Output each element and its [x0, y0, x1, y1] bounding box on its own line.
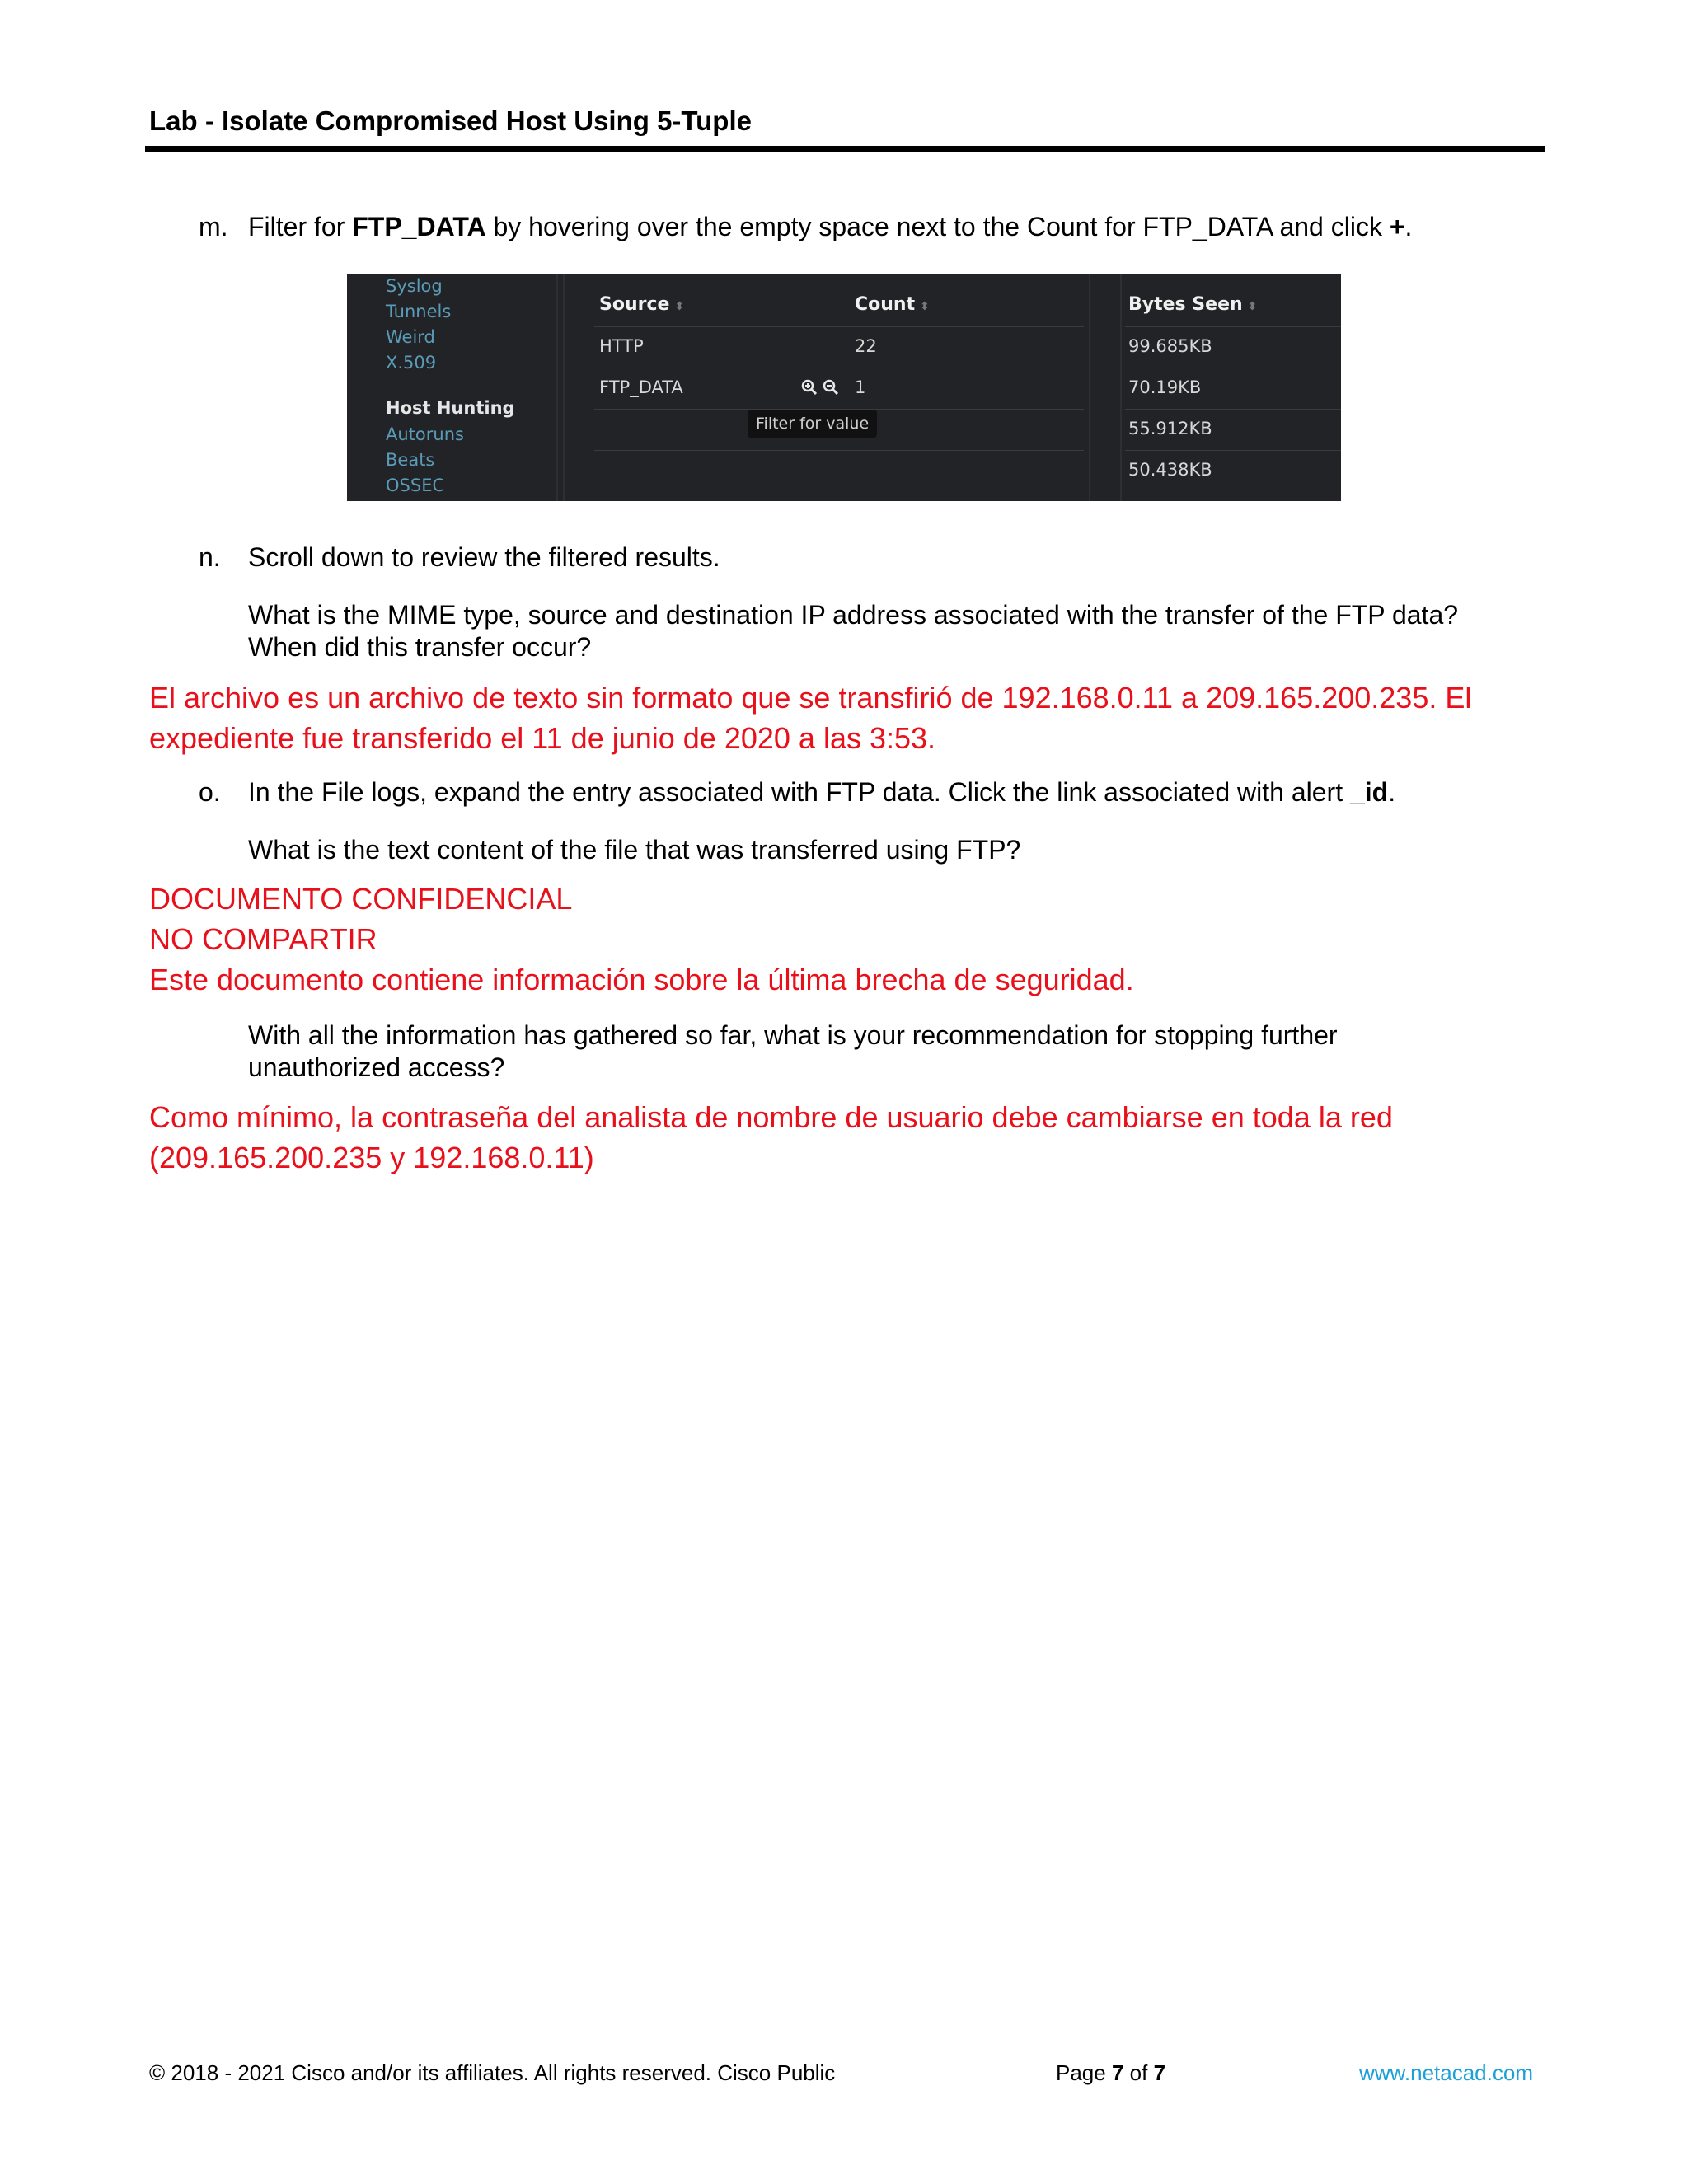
- answer-line: (209.165.200.235 y 192.168.0.11): [149, 1141, 594, 1174]
- step-text-part: .: [1404, 212, 1413, 241]
- step-text-part: In the File logs, expand the entry associated with FTP data. Click the link associated with alert: [248, 777, 1350, 807]
- answer-line: El archivo es un archivo de texto sin formato que se transfirió de 192.168.0.11 a 209.165.200.235. El: [149, 681, 1472, 715]
- nav-heading-host-hunting: Host Hunting: [386, 398, 515, 418]
- kibana-screenshot: [347, 274, 1341, 501]
- step-text-part: .: [1388, 777, 1396, 807]
- panel-divider: [563, 274, 565, 501]
- row-divider: [594, 326, 1084, 327]
- row-divider: [1125, 450, 1341, 451]
- page-total: 7: [1153, 2060, 1166, 2085]
- cell-count: 22: [855, 336, 877, 356]
- nav-link-tunnels[interactable]: Tunnels: [386, 302, 452, 321]
- nav-link-ossec[interactable]: OSSEC: [386, 476, 445, 495]
- sort-icon: ⬍: [1247, 300, 1258, 313]
- page-header-title: Lab - Isolate Compromised Host Using 5-Tuple: [149, 105, 752, 136]
- step-marker: o.: [199, 777, 221, 807]
- zoom-in-icon[interactable]: [801, 379, 818, 396]
- answer-mime-type: [149, 677, 1471, 758]
- sort-icon: ⬍: [674, 300, 685, 313]
- step-m: [199, 211, 1550, 244]
- question-line: What is the MIME type, source and destination IP address associated with the transfer of the FTP data?: [248, 600, 1459, 630]
- footer-page-number: [1056, 2060, 1165, 2086]
- row-divider: [594, 450, 1084, 451]
- answer-file-content: [149, 879, 1134, 1000]
- column-header-label: Bytes Seen: [1128, 294, 1243, 315]
- cell-source: HTTP: [599, 336, 644, 356]
- answer-line: NO COMPARTIR: [149, 922, 377, 956]
- header-divider: [145, 146, 1545, 152]
- question-line: With all the information has gathered so far, what is your recommendation for stopping further: [248, 1020, 1338, 1050]
- cell-count: 1: [855, 377, 866, 397]
- step-marker: m.: [199, 212, 228, 241]
- step-text: Scroll down to review the filtered results.: [248, 542, 720, 572]
- answer-recommendation: [149, 1097, 1393, 1178]
- nav-link-weird[interactable]: Weird: [386, 327, 435, 347]
- cell-bytes-seen: 70.19KB: [1128, 377, 1202, 397]
- footer-link-netacad[interactable]: www.netacad.com: [1359, 2060, 1533, 2085]
- column-header-source[interactable]: [599, 294, 684, 315]
- panel-divider: [1089, 274, 1090, 501]
- column-header-bytes-seen[interactable]: [1128, 294, 1257, 315]
- cell-bytes-seen: 55.912KB: [1128, 419, 1212, 438]
- step-text-bold: _id: [1349, 777, 1389, 807]
- answer-line: expediente fue transferido el 11 de junio de 2020 a las 3:53.: [149, 721, 936, 755]
- panel-divider: [1120, 274, 1122, 501]
- nav-link-autoruns[interactable]: Autoruns: [386, 424, 464, 444]
- step-text-bold: FTP_DATA: [352, 212, 486, 241]
- cell-source: FTP_DATA: [599, 377, 683, 397]
- question-file-content: What is the text content of the file that was transferred using FTP?: [248, 835, 1021, 865]
- question-line: unauthorized access?: [248, 1052, 505, 1082]
- nav-link-syslog[interactable]: Syslog: [386, 276, 443, 296]
- page-label: of: [1123, 2060, 1154, 2085]
- cell-bytes-seen: 99.685KB: [1128, 336, 1212, 356]
- cell-bytes-seen: 50.438KB: [1128, 460, 1212, 480]
- page-label: Page: [1056, 2060, 1112, 2085]
- filter-tooltip: Filter for value: [748, 410, 877, 438]
- footer-copyright: © 2018 - 2021 Cisco and/or its affiliates. All rights reserved. Cisco Public: [149, 2060, 836, 2085]
- question-mime-type: [248, 599, 1458, 663]
- answer-line: Este documento contiene información sobre la última brecha de seguridad.: [149, 963, 1134, 996]
- answer-line: Como mínimo, la contraseña del analista de nombre de usuario debe cambiarse en toda la red: [149, 1100, 1393, 1134]
- step-n: [199, 541, 1550, 574]
- step-marker: n.: [199, 542, 221, 572]
- step-text: [248, 776, 1395, 808]
- question-recommendation: [248, 1019, 1338, 1084]
- step-text-part: Filter for: [248, 212, 353, 241]
- question-line: When did this transfer occur?: [248, 632, 592, 662]
- row-divider: [1125, 409, 1341, 410]
- sort-icon: ⬍: [920, 300, 930, 313]
- row-divider: [1125, 326, 1341, 327]
- page-current: 7: [1111, 2060, 1124, 2085]
- step-text-part: by hovering over the empty space next to the Count for FTP_DATA and click: [485, 212, 1390, 241]
- column-header-label: Count: [855, 294, 916, 315]
- zoom-out-icon[interactable]: [823, 379, 839, 396]
- plus-symbol: +: [1389, 212, 1405, 241]
- step-text: [248, 211, 1412, 242]
- panel-divider: [556, 274, 558, 501]
- nav-link-x509[interactable]: X.509: [386, 353, 437, 373]
- column-header-count[interactable]: [855, 294, 930, 315]
- answer-line: DOCUMENTO CONFIDENCIAL: [149, 882, 573, 916]
- step-o: [199, 776, 1550, 809]
- nav-link-beats[interactable]: Beats: [386, 450, 435, 470]
- column-header-label: Source: [599, 294, 670, 315]
